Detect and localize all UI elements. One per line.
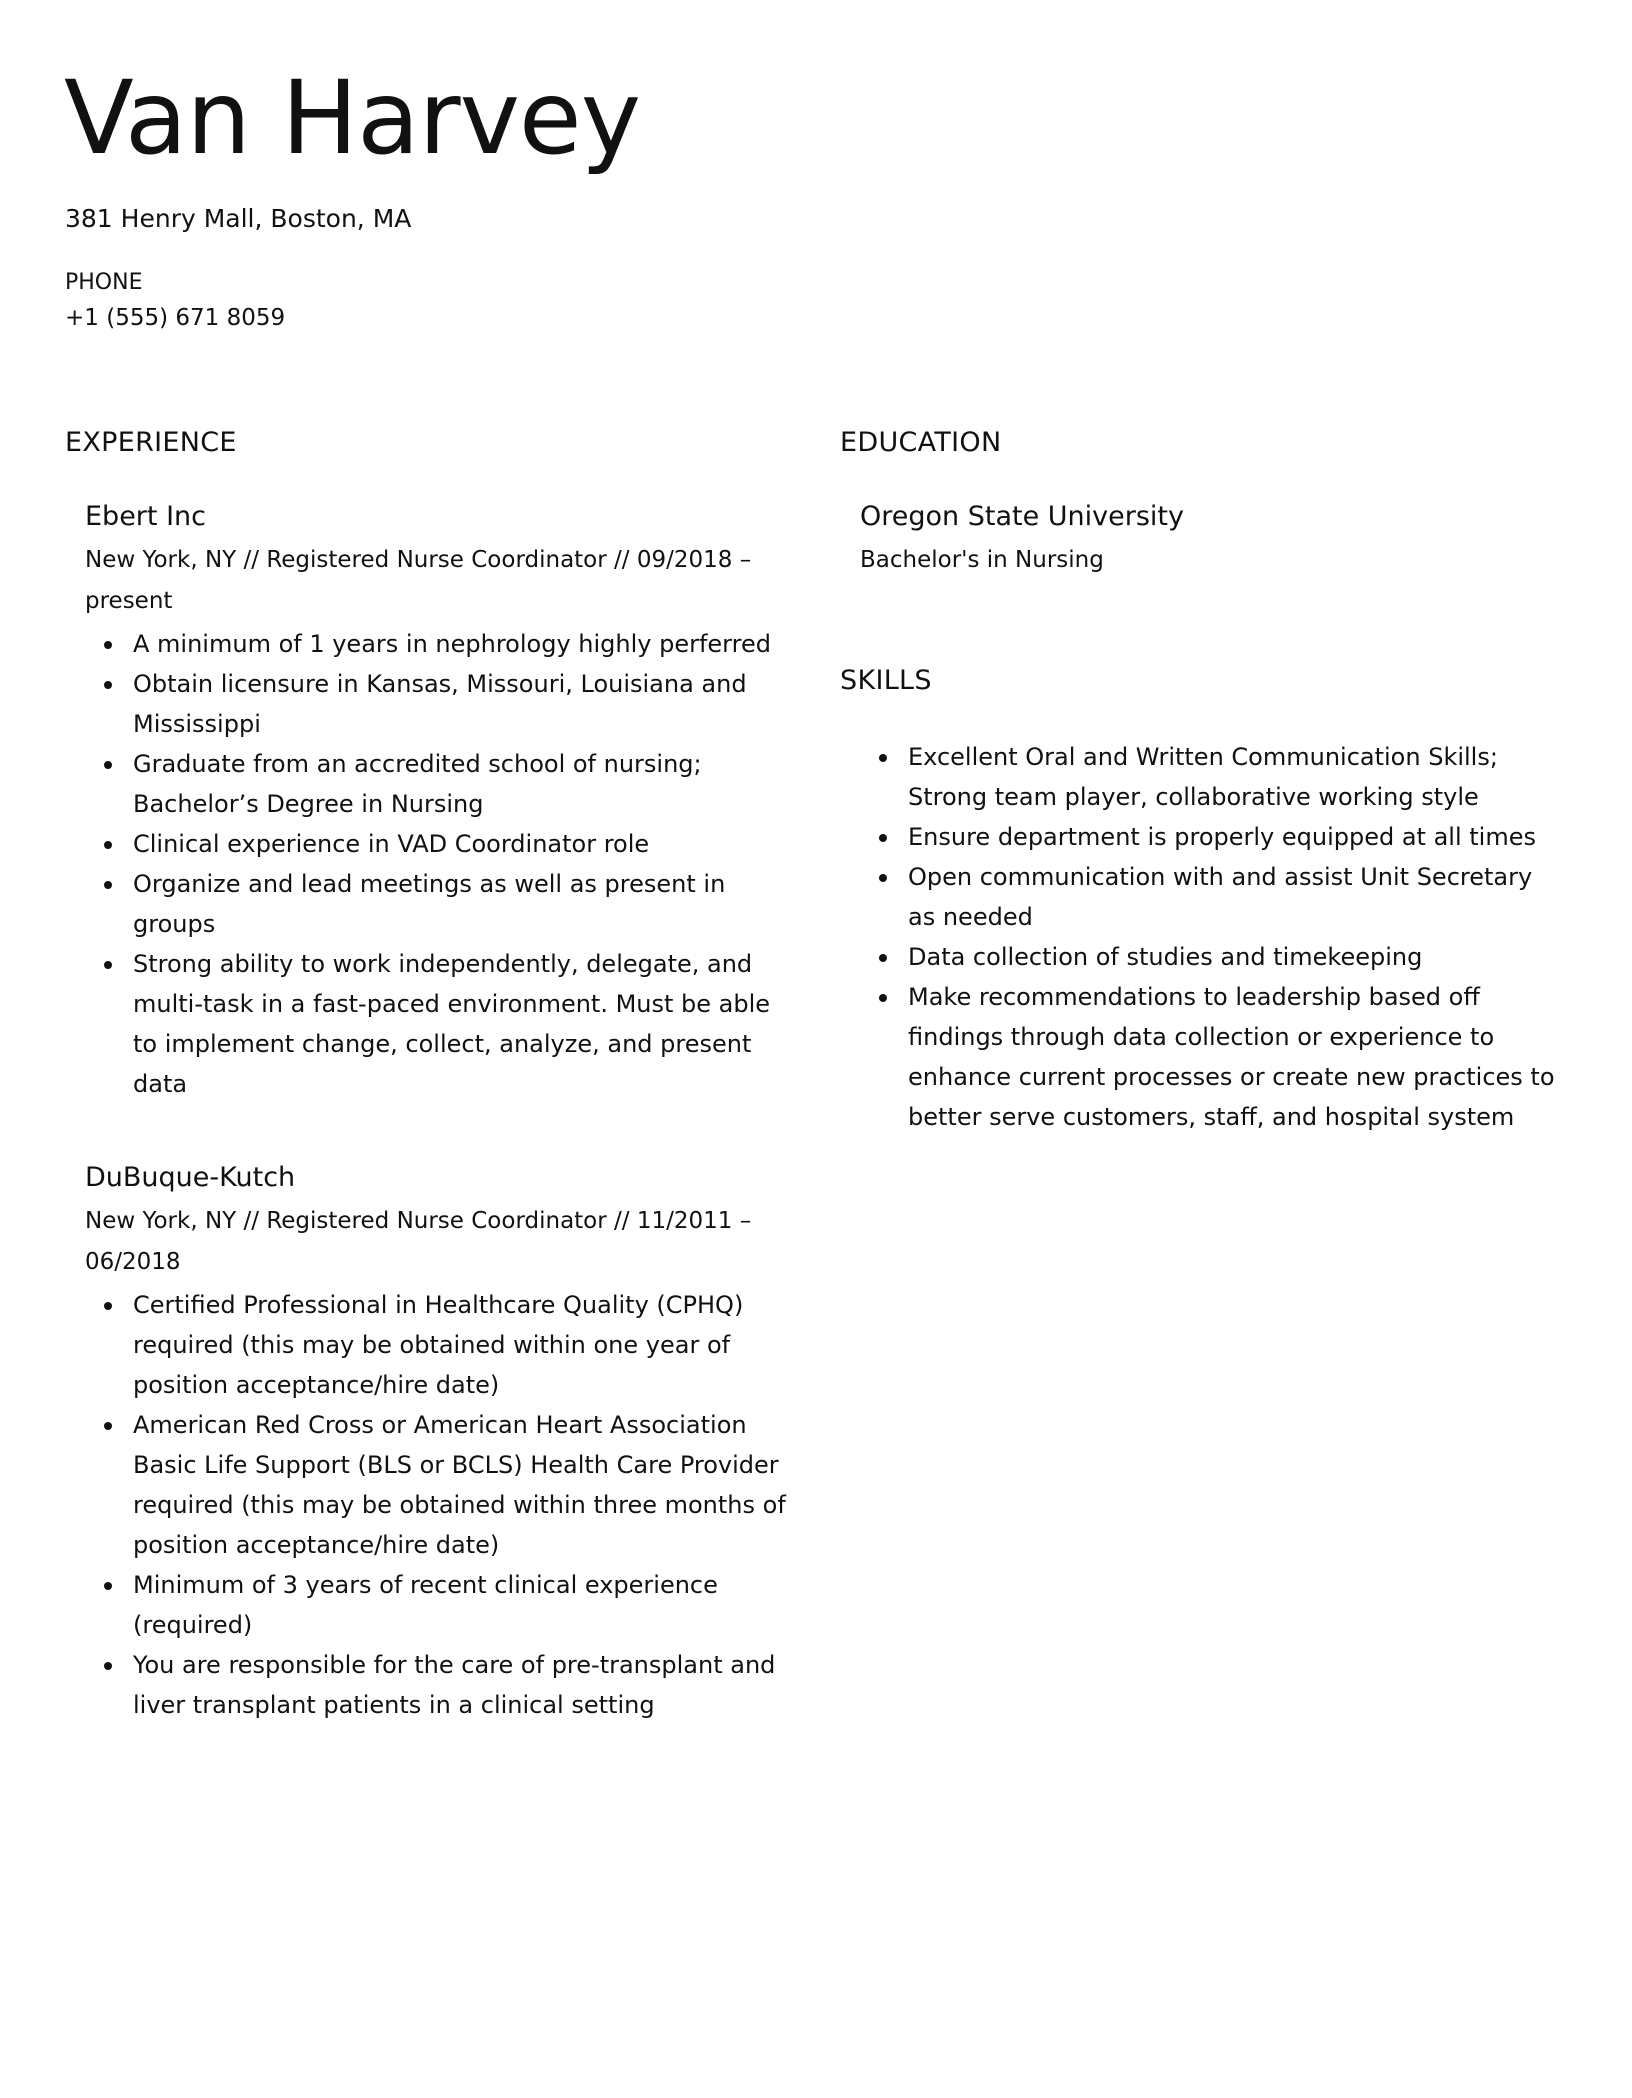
right-column bbox=[840, 427, 1560, 1137]
job-bullet: You are responsible for the care of pre-transplant and liver transplant patients in a clinical setting bbox=[133, 1645, 795, 1725]
education-entry bbox=[840, 500, 1560, 581]
job-bullet: American Red Cross or American Heart Association Basic Life Support (BLS or BCLS) Health Care Provider required (this may be obtained within three months of position acceptance/hire date) bbox=[133, 1405, 795, 1565]
job-bullet: Graduate from an accredited school of nursing; Bachelor’s Degree in Nursing bbox=[133, 744, 795, 824]
job-company: Ebert Inc bbox=[85, 501, 206, 532]
job-entry bbox=[65, 500, 795, 1104]
skills-list bbox=[860, 737, 1560, 1137]
phone-number: +1 (555) 671 8059 bbox=[65, 305, 286, 331]
job-bullet: Organize and lead meetings as well as present in groups bbox=[133, 864, 795, 944]
phone-label: PHONE bbox=[65, 270, 143, 295]
job-bullet: Strong ability to work independently, delegate, and multi-task in a fast-paced environment. Must be able to implement change, collect, analyze, and present data bbox=[133, 944, 795, 1104]
candidate-name: Van Harvey bbox=[64, 59, 641, 178]
skills-heading: SKILLS bbox=[840, 665, 932, 696]
job-entry bbox=[65, 1161, 795, 1725]
job-bullet-list bbox=[85, 624, 795, 1104]
job-bullet: Obtain licensure in Kansas, Missouri, Louisiana and Mississippi bbox=[133, 664, 795, 744]
job-meta: New York, NY // Registered Nurse Coordinator // 09/2018 – present bbox=[85, 547, 752, 614]
skill-item: Data collection of studies and timekeeping bbox=[908, 937, 1560, 977]
degree: Bachelor's in Nursing bbox=[860, 547, 1104, 573]
experience-section bbox=[65, 427, 795, 1725]
education-heading: EDUCATION bbox=[840, 427, 1002, 458]
skill-item: Open communication with and assist Unit Secretary as needed bbox=[908, 857, 1560, 937]
job-bullet: Minimum of 3 years of recent clinical experience (required) bbox=[133, 1565, 795, 1645]
skills-entry bbox=[840, 737, 1560, 1137]
job-company: DuBuque-Kutch bbox=[85, 1162, 296, 1193]
job-meta: New York, NY // Registered Nurse Coordinator // 11/2011 – 06/2018 bbox=[85, 1208, 752, 1275]
job-bullet: A minimum of 1 years in nephrology highly perferred bbox=[133, 624, 795, 664]
skill-item: Make recommendations to leadership based off findings through data collection or experience to enhance current processes or create new practices to better serve customers, staff, and hospital system bbox=[908, 977, 1560, 1137]
job-bullet-list bbox=[85, 1285, 795, 1725]
skill-item: Ensure department is properly equipped at all times bbox=[908, 817, 1560, 857]
candidate-address: 381 Henry Mall, Boston, MA bbox=[65, 204, 412, 233]
job-bullet: Clinical experience in VAD Coordinator role bbox=[133, 824, 795, 864]
school-name: Oregon State University bbox=[860, 501, 1184, 532]
skill-item: Excellent Oral and Written Communication Skills; Strong team player, collaborative working style bbox=[908, 737, 1560, 817]
experience-heading: EXPERIENCE bbox=[65, 427, 237, 458]
job-bullet: Certified Professional in Healthcare Quality (CPHQ) required (this may be obtained within one year of position acceptance/hire date) bbox=[133, 1285, 795, 1405]
